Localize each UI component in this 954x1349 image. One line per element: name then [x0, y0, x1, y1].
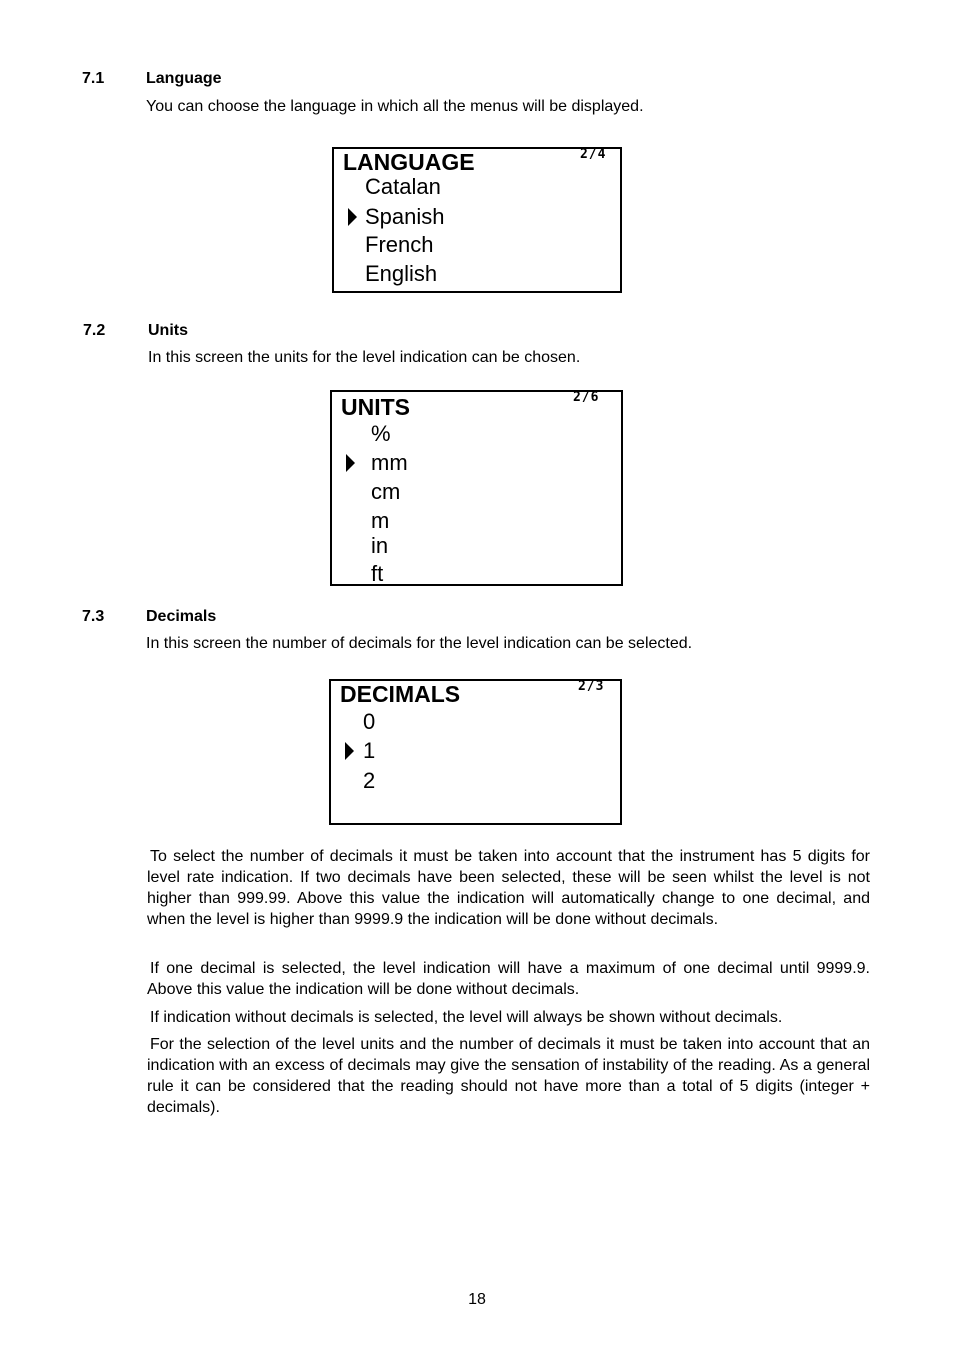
- language-screen: [332, 147, 622, 293]
- option-0: 0: [363, 709, 376, 734]
- section-description: You can choose the language in which all the menus will be displayed.: [146, 98, 644, 115]
- option-catalan: Catalan: [365, 174, 441, 199]
- screen-page-indicator: 2/3: [578, 679, 605, 694]
- section-description: In this screen the units for the level indication can be chosen.: [148, 349, 581, 366]
- paragraph: To select the number of decimals it must be taken into account that the instrument has 5 digits for level rate indication. If two decimals have been selected, these will be seen whilst the level is not higher than 999.99. Above this value the indication will automatically change to one decimal, and when the level is higher than 9999.9 the indication will be done without decimals.: [147, 848, 870, 928]
- selection-cursor-icon: [346, 454, 355, 472]
- screen-title: LANGUAGE: [343, 149, 475, 175]
- page-number: 18: [468, 1291, 486, 1308]
- paragraph: If indication without decimals is selected, the level will always be shown without decimals.: [150, 1009, 783, 1026]
- paragraph: For the selection of the level units and the number of decimals it must be taken into account that an indication with an excess of decimals may give the sensation of instability of the reading. As a general rule it can be considered that the reading should not have more than a total of 5 digits (integer + decimals).: [147, 1036, 870, 1116]
- section-number: 7.2: [83, 322, 106, 339]
- screen-title: DECIMALS: [340, 681, 461, 707]
- screen-page-indicator: 2/4: [580, 147, 607, 162]
- option-cm: cm: [371, 479, 401, 504]
- option-m: m: [371, 508, 390, 533]
- section-title: Units: [148, 322, 188, 339]
- section-number: 7.3: [82, 608, 105, 625]
- option-english: English: [365, 261, 438, 286]
- section-number: 7.1: [82, 70, 105, 87]
- option-ft: ft: [371, 561, 384, 586]
- section-description: In this screen the number of decimals for the level indication can be selected.: [146, 635, 693, 652]
- section-title: Language: [146, 70, 222, 87]
- decimals-screen: [329, 679, 622, 825]
- option-french: French: [365, 232, 434, 257]
- option-percent: %: [371, 421, 391, 446]
- option-mm: mm: [371, 450, 408, 475]
- option-2: 2: [363, 768, 376, 793]
- option-spanish: Spanish: [365, 204, 445, 229]
- screen-title: UNITS: [341, 394, 410, 420]
- units-screen: [330, 390, 623, 586]
- section-title: Decimals: [146, 608, 217, 625]
- paragraph: If one decimal is selected, the level indication will have a maximum of one decimal until 9999.9. Above this value the indication will be done without decimals.: [147, 960, 870, 998]
- screen-page-indicator: 2/6: [573, 390, 600, 405]
- option-in: in: [371, 533, 389, 558]
- option-1: 1: [363, 738, 376, 763]
- selection-cursor-icon: [348, 208, 357, 226]
- selection-cursor-icon: [345, 742, 354, 760]
